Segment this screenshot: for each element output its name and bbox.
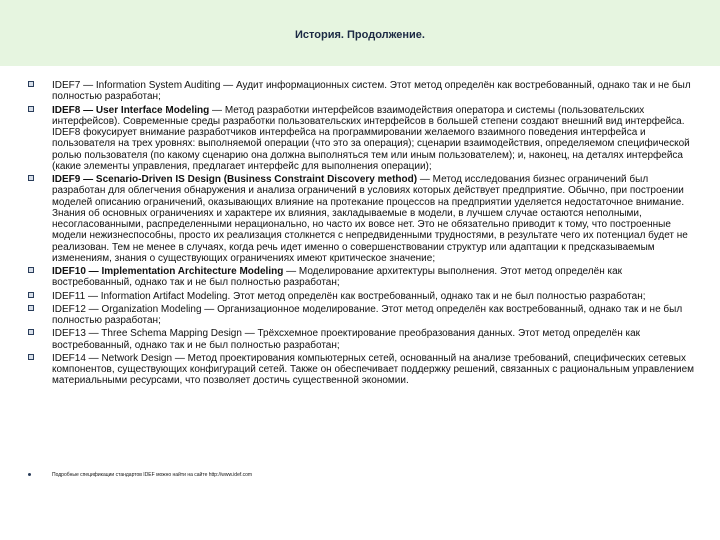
item-head: IDEF14 — Network Design [52, 352, 173, 364]
footer-note [28, 472, 704, 478]
item-text: — Трёхсхемное проектирование преобразования данных. Этот метод определён как востребованный, однако так и не был полностью разработан; [52, 328, 641, 351]
bullet-icon [28, 292, 34, 298]
item-head: IDEF11 — Information Artifact Modeling [52, 290, 228, 302]
item-head: IDEF8 — User Interface Modeling [52, 104, 210, 116]
bullet-icon [28, 267, 34, 273]
item-text: — Метод разработки интерфейсов взаимодействия оператора и системы (пользовательских интерфейсов). Современные среды разработки пользовательских интерфейсов в большей степени создают внешний вид интерфейса. IDEF8 фокусирует внимание разработчиков интерфейса на программировании желаемого взаимного поведения интерфейса и пользователя на трех уровнях: выполняемой операции (что это за операция); сценарии взаимодействия, определяемом специфической ролью пользователя (по какому сценарию она должна выполняться тем или иным пользователем); и, наконец, на деталях интерфейса (какие элементы управления, предлагает интерфейс для выполнения операции); [52, 104, 690, 172]
header-band [0, 0, 720, 66]
bullet-icon [28, 106, 34, 112]
bullet-icon [28, 81, 34, 87]
list-item-idef14 [28, 353, 704, 387]
list-item-idef13 [28, 328, 704, 351]
list-item-idef9 [28, 174, 704, 264]
footer-bullet-icon [28, 473, 31, 476]
item-text: — Моделирование архитектуры выполнения. Этот метод определён как востребованный, однако так и не был полностью разработан; [52, 266, 623, 289]
item-text: — Организационное моделирование. Этот метод определён как востребованный, однако так и не был полностью разработан; [52, 303, 683, 326]
item-text: — Аудит информационных систем. Этот метод определён как востребованный, однако так и не был полностью разработан; [52, 80, 691, 103]
list-item-idef10 [28, 266, 704, 289]
item-head: IDEF7 — Information System Auditing [52, 80, 221, 91]
footer-note-text: Подробные спецификации стандартов IDEF можно найти на сайте http://www.idef.com [52, 472, 253, 478]
slide-title: История. Продолжение. [295, 29, 425, 41]
bullet-icon [28, 329, 34, 335]
list-item-idef7 [28, 80, 704, 103]
bullet-icon [28, 305, 34, 311]
item-head: IDEF10 — Implementation Architecture Modeling [52, 266, 284, 277]
item-text: — Метод исследования бизнес ограничений был разработан для облегчения обнаружения и анализа ограничений в условиях которых действует предприятие. Обычно, при построении моделей описанию ограничений, оказывающих влияние на протекание процессов на предприятии уделяется недостаточное внимание. Знания об основных ограничениях и характере их влияния, закладываемые в модели, в лучшем случае остаются неполными, несогласованными, распределенными нерационально, но часто их вовсе нет. Это не обязательно приводит к тому, что построенные модели нежизнеспособны, просто их реализация столкнется с непредвиденными трудностями, в результате чего их потенциал будет не реализован. Тем не менее в случаях, когда речь идет именно о совершенствовании структур или адаптации к предсказываемым изменениям, знания о существующих ограничениях имеют критическое значение; [52, 174, 688, 264]
idef-list [28, 80, 704, 387]
item-head: IDEF12 — Organization Modeling [52, 303, 202, 315]
bullet-icon [28, 354, 34, 360]
list-item-idef8 [28, 105, 704, 173]
bullet-icon [28, 175, 34, 181]
list-item-idef11 [28, 291, 704, 302]
list-item-idef12 [28, 304, 704, 327]
item-text: — Метод проектирования компьютерных сетей, основанный на анализе требований, специфических сетевых компонентов, существующих конфигураций сетей. Также он обеспечивает поддержку решений, связанных с рациональным управлением материальными ресурсами, что позволяет достичь существенной экономии. [52, 352, 695, 387]
item-head: IDEF13 — Three Schema Mapping Design [52, 328, 242, 340]
item-head: IDEF9 — Scenario-Driven IS Design (Business Constraint Discovery method) [52, 174, 418, 185]
item-text: . Этот метод определён как востребованный, однако так и не был полностью разработан; [227, 290, 646, 302]
